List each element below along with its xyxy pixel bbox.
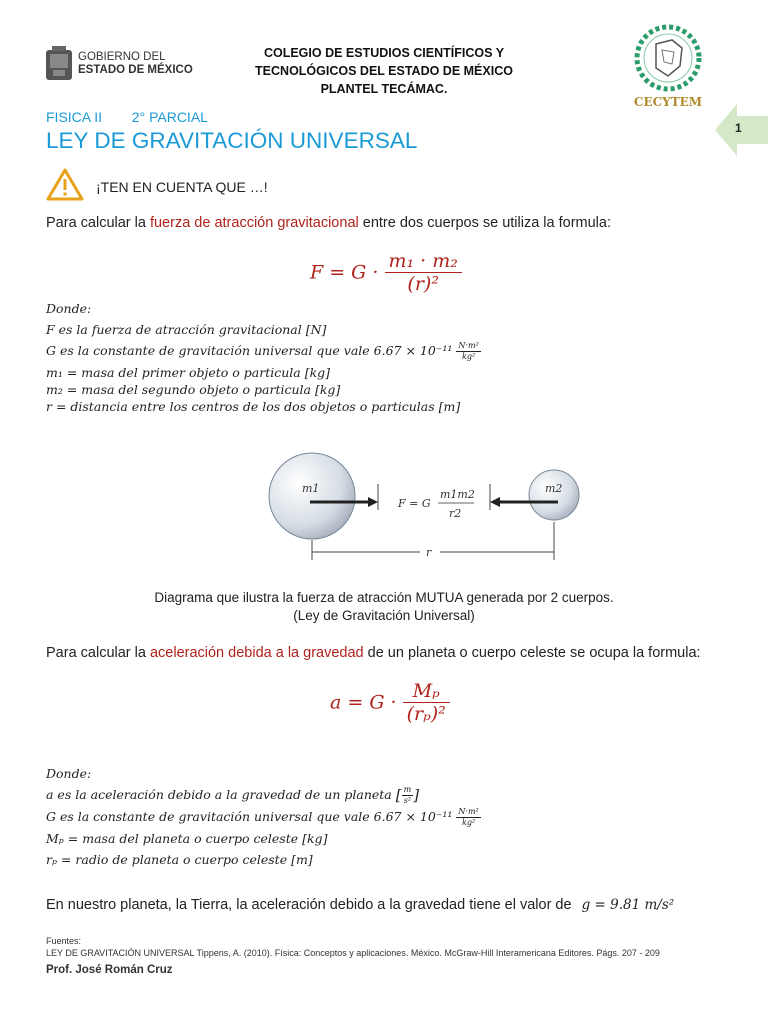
college-line3: PLANTEL TECÁMAC. [320,82,448,96]
defs2-line1: a es la aceleración debido a la gravedad de un planeta [46,787,392,802]
warning-icon [46,168,84,202]
coat-of-arms-icon [44,46,74,82]
defs2-unit1-num: m [403,785,412,794]
formula2-fraction [403,680,450,725]
diagram-m2-label: m2 [545,482,563,495]
notice-text: ¡TEN EN CUENTA QUE …! [96,179,268,195]
cecytem-label: CECYTEM [633,95,703,109]
diagram-r-label: r [426,546,432,559]
p2-before: Para calcular la [46,645,150,661]
diagram-svg [260,448,590,578]
defs2-unit1 [402,785,414,806]
gov-line1: GOBIERNO DEL [78,51,166,63]
page-number: 1 [735,121,742,135]
defs2-line4: rₚ = radio de planeta o cuerpo celeste [m] [46,852,313,867]
defs1-line3: m₁ = masa del primer objeto o particula [kg] [46,365,331,380]
p1-before: Para calcular la [46,215,150,231]
p1-after: entre dos cuerpos se utiliza la formula: [358,215,611,231]
college-line2: TECNOLÓGICOS DEL ESTADO DE MÉXICO [255,64,513,78]
defs2-line2: G es la constante de gravitación universal que vale 6.67 × 10⁻¹¹ [46,809,453,824]
sources-label: Fuentes: [46,936,82,946]
diagram-formula-num: m1m2 [440,488,475,501]
defs1-line5: r = distancia entre los centros de los dos objetos o particulas [m] [46,399,461,414]
p2-highlight: aceleración debida a la gravedad [149,645,364,661]
defs1-unit-den: kg² [461,352,476,361]
partial-name: 2° PARCIAL [131,109,208,125]
definitions-acceleration [46,763,481,870]
sources [46,935,660,959]
caption-line2: (Ley de Gravitación Universal) [293,608,475,623]
course-line [46,109,208,125]
defs1-donde: Donde: [46,301,92,316]
diagram-formula-den: r2 [449,507,462,520]
paragraph-acceleration [46,645,701,661]
mass1-sphere [269,453,355,539]
p2-after: de un planeta o cuerpo celeste se ocupa la formula: [363,645,701,661]
page-title: LEY DE GRAVITACIÓN UNIVERSAL [46,128,418,153]
defs1-unit-num: N·m² [458,341,479,350]
defs2-unit-den: kg² [461,818,476,827]
sources-reference: LEY DE GRAVITACIÓN UNIVERSAL Tippens, A. (2010). Física: Conceptos y aplicaciones. México. McGraw-Hill Interamericana Editores. Págs. 207 - 209 [46,948,660,958]
defs2-unit1-den: s² [403,796,412,805]
defs1-line2: G es la constante de gravitación universal que vale 6.67 × 10⁻¹¹ [46,343,453,358]
diagram-formula-lhs: F = G [398,497,431,510]
formula1-num: m₁ · m₂ [385,250,462,273]
definitions-force [46,298,481,417]
mass2-sphere [529,470,579,520]
defs1-line2-row [46,340,481,362]
formula2-den: (rₚ)² [406,703,446,725]
earth-text: En nuestro planeta, la Tierra, la aceleración debido a la gravedad tiene el valor de [46,897,572,913]
defs1-line1: F es la fuerza de atracción gravitacional [N] [46,322,327,337]
course-name: FISICA II [46,109,103,125]
formula-acceleration [330,680,450,725]
defs2-line1-row: a es la aceleración debido a la gravedad de un planeta [ $\frac{m}{\text{s²}}$] [46,785,420,805]
defs2-line2-row [46,806,481,828]
gov-line2: ESTADO DE MÉXICO [78,64,193,76]
defs2-donde: Donde: [46,766,92,781]
formula2-lhs: a = G · [330,691,397,714]
force-arrow-1-head [368,497,378,507]
professor-name: Prof. José Román Cruz [46,964,173,976]
formula2-num: Mₚ [403,680,450,703]
formula-force [310,250,462,295]
defs1-line4: m₂ = masa del segundo objeto o particula [kg] [46,382,341,397]
diagram-m1-label: m1 [302,482,320,495]
defs2-line3: Mₚ = masa del planeta o cuerpo celeste [kg] [46,831,328,846]
defs2-unit [456,807,480,828]
formula1-den: (r)² [407,273,439,295]
earth-gravity-line [46,897,674,913]
p1-highlight: fuerza de atracción gravitacional [149,215,359,231]
cecytem-seal-icon [628,22,708,92]
gravitation-diagram [260,448,590,578]
cecytem-logo [628,22,708,109]
formula1-fraction [385,250,462,295]
page-number-arrow [715,104,768,156]
paragraph-force [46,215,611,231]
defs1-unit [456,341,480,362]
college-title [200,44,568,98]
formula1-lhs: F = G · [310,261,379,284]
gobierno-text [78,51,193,77]
defs2-unit-num: N·m² [458,807,479,816]
diagram-caption [100,589,668,625]
college-line1: COLEGIO DE ESTUDIOS CIENTÍFICOS Y [263,46,505,60]
earth-value: g = 9.81 m/s² [581,897,675,913]
caption-line1: Diagrama que ilustra la fuerza de atracción MUTUA generada por 2 cuerpos. [154,590,614,605]
force-arrow-2-head [490,497,500,507]
